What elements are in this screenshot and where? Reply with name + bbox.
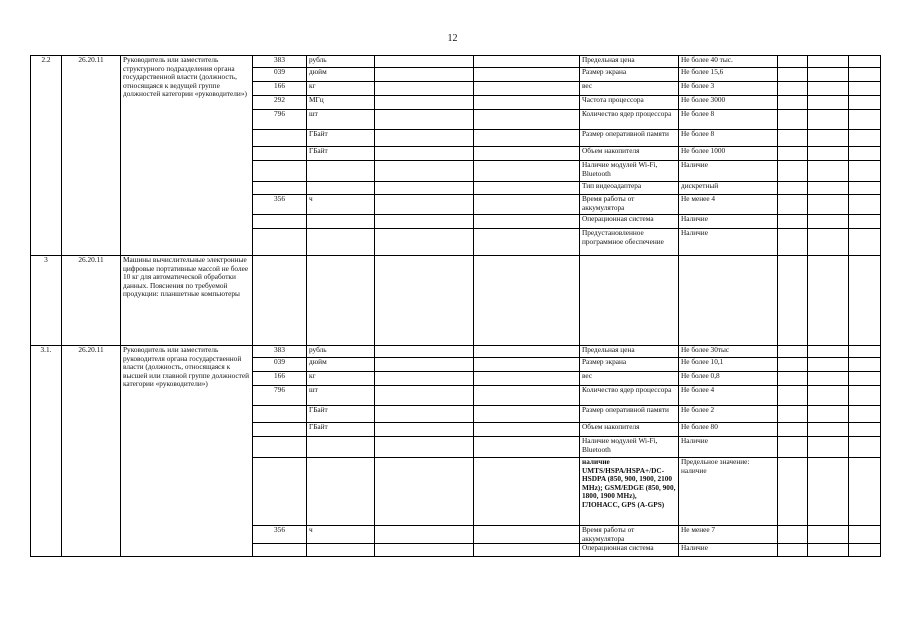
empty-cell [580,256,679,346]
empty-cell [474,147,580,161]
empty-cell [474,437,580,458]
characteristic-value: Не более 10,1 [679,358,778,372]
unit-name: дюйм [307,68,375,82]
empty-cell [849,56,881,68]
empty-cell [849,406,881,423]
empty-cell [808,147,849,161]
empty-cell [375,215,474,229]
characteristic-value: Не более 0,8 [679,372,778,386]
okei-code [253,147,307,161]
empty-cell [375,195,474,215]
okei-code [253,406,307,423]
empty-cell [849,68,881,82]
empty-cell [474,68,580,82]
characteristic-value: Наличие [679,161,778,182]
empty-cell [778,182,808,195]
item-number: 2.2 [31,56,62,256]
unit-name: ГБайт [307,423,375,437]
characteristic: Операционная система [580,544,679,557]
empty-cell [474,195,580,215]
unit-name [307,215,375,229]
empty-cell [474,386,580,406]
empty-cell [778,458,808,526]
characteristic: вес [580,372,679,386]
empty-cell [849,195,881,215]
characteristic-value: Не менее 4 [679,195,778,215]
empty-cell [375,544,474,557]
empty-cell [474,130,580,147]
empty-cell [778,256,808,346]
okpd-code: 26.20.11 [62,346,121,557]
characteristic: Объем накопителя [580,147,679,161]
empty-cell [808,68,849,82]
requirements-table [30,55,881,557]
empty-cell [808,386,849,406]
empty-cell [778,215,808,229]
empty-cell [375,56,474,68]
unit-name: рубль [307,346,375,358]
characteristic-value: Предельное значение: наличие [679,458,778,526]
unit-name [307,544,375,557]
item-number: 3 [31,256,62,346]
empty-cell [375,68,474,82]
empty-cell [375,229,474,256]
empty-cell [849,110,881,130]
empty-cell [849,423,881,437]
unit-name: ГБайт [307,406,375,423]
characteristic-value: Не более 2 [679,406,778,423]
empty-cell [808,130,849,147]
empty-cell [778,372,808,386]
unit-name: кг [307,82,375,96]
empty-cell [307,256,375,346]
empty-cell [474,182,580,195]
characteristic-value: Не более 3000 [679,96,778,110]
empty-cell [474,256,580,346]
okpd-code: 26.20.11 [62,56,121,256]
empty-cell [474,346,580,358]
unit-name [307,437,375,458]
empty-cell [808,229,849,256]
empty-cell [808,82,849,96]
okei-code: 796 [253,386,307,406]
empty-cell [849,386,881,406]
empty-cell [375,526,474,544]
characteristic: вес [580,82,679,96]
unit-name [307,458,375,526]
empty-cell [778,406,808,423]
okei-code: 166 [253,372,307,386]
empty-cell [375,406,474,423]
item-title: Машины вычислительные электронные цифровые портативные массой не более 10 кг для автоматической обработки данных. Пояснения по требуемой продукции: планшетные компьютеры [121,256,253,346]
characteristic: Наличие модулей Wi-Fi, Bluetooth [580,437,679,458]
empty-cell [808,110,849,130]
empty-cell [375,423,474,437]
empty-cell [808,161,849,182]
unit-name: ч [307,526,375,544]
unit-name: ГБайт [307,147,375,161]
empty-cell [679,256,778,346]
okei-code [253,458,307,526]
okei-code: 039 [253,68,307,82]
empty-cell [375,372,474,386]
empty-cell [808,195,849,215]
empty-cell [778,526,808,544]
empty-cell [849,437,881,458]
empty-cell [849,346,881,358]
okei-code [253,423,307,437]
empty-cell [849,161,881,182]
empty-cell [808,406,849,423]
empty-cell [375,147,474,161]
characteristic: Предельная цена [580,346,679,358]
empty-cell [474,358,580,372]
okpd-code: 26.20.11 [62,256,121,346]
characteristic: Операционная система [580,215,679,229]
empty-cell [778,161,808,182]
characteristic-value: дискретный [679,182,778,195]
empty-cell [808,458,849,526]
okei-code [253,437,307,458]
characteristic-value: Не более 30тыс [679,346,778,358]
empty-cell [849,372,881,386]
empty-cell [849,215,881,229]
unit-name: кг [307,372,375,386]
empty-cell [474,96,580,110]
empty-cell [474,82,580,96]
unit-name [307,161,375,182]
characteristic: Размер экрана [580,358,679,372]
characteristic-value: Наличие [679,437,778,458]
page-number: 12 [447,33,458,44]
okei-code [253,130,307,147]
characteristic: Предустановленное программное обеспечение [580,229,679,256]
characteristic-value: Не более 4 [679,386,778,406]
empty-cell [474,110,580,130]
empty-cell [474,215,580,229]
okei-code: 292 [253,96,307,110]
characteristic: Частота процессора [580,96,679,110]
empty-cell [778,56,808,68]
characteristic: Размер оперативной памяти [580,406,679,423]
okei-code: 356 [253,526,307,544]
empty-cell [808,544,849,557]
empty-cell [778,96,808,110]
item-title: Руководитель или заместитель руководителя органа государственной власти (должность, относящаяся к высшей или главной группе должностей категории «руководители») [121,346,253,557]
unit-name [307,182,375,195]
empty-cell [808,358,849,372]
empty-cell [778,423,808,437]
empty-cell [808,526,849,544]
empty-cell [474,423,580,437]
item-number: 3.1. [31,346,62,557]
characteristic-value: Не более 3 [679,82,778,96]
unit-name: шт [307,110,375,130]
unit-name: ч [307,195,375,215]
empty-cell [778,130,808,147]
empty-cell [474,544,580,557]
characteristic-value: Не более 8 [679,110,778,130]
empty-cell [778,346,808,358]
unit-name: дюйм [307,358,375,372]
characteristic: Объем накопителя [580,423,679,437]
unit-name [307,229,375,256]
characteristic: Количество ядер процессора [580,110,679,130]
characteristic: Время работы от аккумулятора [580,195,679,215]
empty-cell [808,182,849,195]
empty-cell [808,215,849,229]
characteristic-value: Не более 1000 [679,147,778,161]
empty-cell [778,110,808,130]
empty-cell [849,358,881,372]
empty-cell [474,458,580,526]
okei-code [253,544,307,557]
unit-name: шт [307,386,375,406]
empty-cell [849,526,881,544]
table-row [31,256,881,346]
empty-cell [808,423,849,437]
okei-code: 383 [253,56,307,68]
empty-cell [808,437,849,458]
empty-cell [849,130,881,147]
table-row [31,56,881,68]
characteristic-value: Не более 8 [679,130,778,147]
characteristic-value: Наличие [679,215,778,229]
characteristic-value: Не более 40 тыс. [679,56,778,68]
empty-cell [253,256,307,346]
empty-cell [849,147,881,161]
empty-cell [808,96,849,110]
empty-cell [375,437,474,458]
characteristic: Размер оперативной памяти [580,130,679,147]
empty-cell [778,229,808,256]
okei-code [253,229,307,256]
okei-code [253,182,307,195]
unit-name: МГц [307,96,375,110]
empty-cell [375,386,474,406]
okei-code: 356 [253,195,307,215]
unit-name: рубль [307,56,375,68]
empty-cell [474,372,580,386]
empty-cell [849,182,881,195]
characteristic-value: Наличие [679,544,778,557]
characteristic-value: Наличие [679,229,778,256]
empty-cell [778,358,808,372]
empty-cell [778,544,808,557]
okei-code [253,215,307,229]
empty-cell [778,82,808,96]
characteristic: наличие UMTS/HSPA/HSPA+/DC-HSDPA (850, 900, 1900, 2100 MHz); GSM/EDGE (850, 900, 1800, 1900 MHz), ГЛОНАСС, GPS (A-GPS) [580,458,679,526]
characteristic: Количество ядер процессора [580,386,679,406]
okei-code: 383 [253,346,307,358]
empty-cell [808,346,849,358]
empty-cell [778,147,808,161]
characteristic-value: Не более 80 [679,423,778,437]
empty-cell [474,161,580,182]
characteristic: Наличие модулей Wi-Fi, Bluetooth [580,161,679,182]
unit-name: ГБайт [307,130,375,147]
empty-cell [375,161,474,182]
okei-code [253,161,307,182]
empty-cell [808,256,849,346]
empty-cell [849,82,881,96]
characteristic-value: Не менее 7 [679,526,778,544]
empty-cell [375,82,474,96]
empty-cell [375,96,474,110]
empty-cell [375,358,474,372]
empty-cell [375,256,474,346]
empty-cell [778,195,808,215]
empty-cell [474,229,580,256]
table-row [31,346,881,358]
empty-cell [375,110,474,130]
characteristic: Время работы от аккумулятора [580,526,679,544]
item-title: Руководитель или заместитель структурного подразделения органа государственной власти (должность, относящаяся к ведущей группе должностей категории «руководители») [121,56,253,256]
empty-cell [808,56,849,68]
empty-cell [808,372,849,386]
characteristic: Предельная цена [580,56,679,68]
empty-cell [778,437,808,458]
characteristic: Размер экрана [580,68,679,82]
empty-cell [375,130,474,147]
empty-cell [474,526,580,544]
empty-cell [849,229,881,256]
empty-cell [375,182,474,195]
empty-cell [474,406,580,423]
empty-cell [849,544,881,557]
empty-cell [778,386,808,406]
okei-code: 039 [253,358,307,372]
characteristic: Тип видеоадаптера [580,182,679,195]
empty-cell [849,96,881,110]
empty-cell [375,346,474,358]
okei-code: 796 [253,110,307,130]
empty-cell [474,56,580,68]
empty-cell [778,68,808,82]
okei-code: 166 [253,82,307,96]
empty-cell [375,458,474,526]
characteristic-value: Не более 15,6 [679,68,778,82]
empty-cell [849,256,881,346]
empty-cell [849,458,881,526]
